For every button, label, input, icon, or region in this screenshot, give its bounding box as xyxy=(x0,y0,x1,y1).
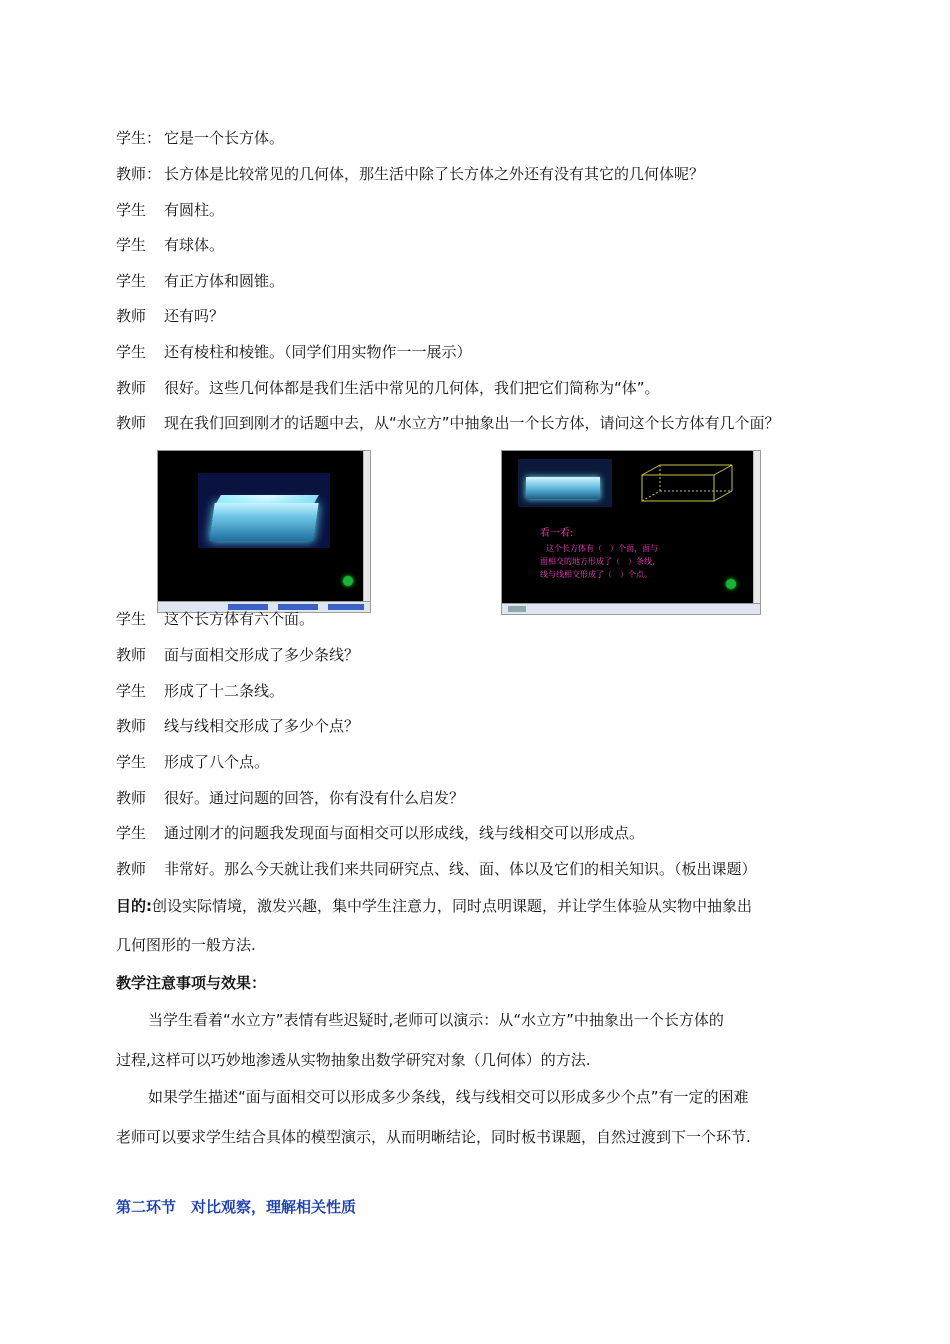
speaker: 学生 xyxy=(116,610,147,628)
slide-text: 线与线相交形成了（ ）个点。 xyxy=(540,570,652,579)
speaker: 学生 xyxy=(116,682,147,700)
notes-paragraph: 如果学生描述“面与面相交可以形成多少条线，线与线相交可以形成多少个点”有一定的困难 xyxy=(148,1088,749,1106)
speaker: 教师 xyxy=(116,789,147,807)
notes-paragraph-cont: 老师可以要求学生结合具体的模型演示，从而明晰结论，同时板书课题，自然过渡到下一个环节. xyxy=(116,1128,751,1146)
speaker: 教师 xyxy=(116,414,147,432)
notes-paragraph: 当学生看着“水立方”表情有些迟疑时,老师可以演示：从“水立方”中抽象出一个长方体的 xyxy=(148,1011,724,1029)
dialogue-line xyxy=(116,342,472,362)
utterance: 这个长方体有六个面。 xyxy=(164,610,315,628)
water-cube-thumbnail xyxy=(518,459,612,507)
slide-text: 这个长方体有（ ）个面，面与 xyxy=(546,544,658,553)
cube-body xyxy=(526,477,600,499)
slide-heading: 看一看: xyxy=(540,528,574,539)
utterance: 有圆柱。 xyxy=(164,201,225,219)
utterance: 有正方体和圆锥。 xyxy=(164,272,285,290)
dialogue-line xyxy=(116,200,224,220)
scrollbar xyxy=(753,451,760,604)
water-cube-screenshot xyxy=(157,450,371,613)
dialogue-line xyxy=(116,681,284,701)
dialogue-line xyxy=(116,859,757,879)
utterance: 很好。通过问题的回答，你有没有什么启发？ xyxy=(164,789,465,807)
dialogue-line xyxy=(116,128,284,148)
green-indicator-icon xyxy=(726,579,736,589)
utterance: 有球体。 xyxy=(164,236,225,254)
speaker: 教师 xyxy=(116,717,147,735)
dialogue-line xyxy=(116,645,359,665)
speaker: 教师 xyxy=(116,307,147,325)
taskbar xyxy=(502,603,760,614)
utterance: 还有棱柱和棱锥。（同学们用实物作一一展示） xyxy=(164,343,472,361)
utterance: 还有吗？ xyxy=(164,307,225,325)
utterance: 形成了八个点。 xyxy=(164,753,270,771)
speaker: 学生： xyxy=(116,129,162,147)
slide-text: 面相交的地方形成了（ ）条线， xyxy=(540,557,660,566)
purpose-paragraph xyxy=(116,896,752,916)
utterance: 形成了十二条线。 xyxy=(164,682,285,700)
taskbar-item xyxy=(508,606,526,612)
dialogue-line xyxy=(116,413,780,433)
dialogue-line xyxy=(116,823,644,843)
dialogue-line xyxy=(116,306,224,326)
speaker: 教师 xyxy=(116,379,147,397)
speaker: 学生 xyxy=(116,343,147,361)
cube-body xyxy=(209,503,318,541)
utterance: 面与面相交形成了多少条线？ xyxy=(164,646,360,664)
notes-heading: 教学注意事项与效果： xyxy=(116,974,267,992)
dialogue-line xyxy=(116,609,314,629)
utterance: 它是一个长方体。 xyxy=(164,129,285,147)
notes-paragraph-cont: 过程,这样可以巧妙地渗透从实物抽象出数学研究对象（几何体）的方法. xyxy=(116,1051,591,1069)
cuboid-slide-screenshot xyxy=(501,450,761,615)
purpose-continuation: 几何图形的一般方法. xyxy=(116,936,256,954)
utterance: 通过刚才的问题我发现面与面相交可以形成线，线与线相交可以形成点。 xyxy=(164,824,645,842)
dialogue-line xyxy=(116,164,704,184)
green-indicator-icon xyxy=(343,576,353,586)
speaker: 学生 xyxy=(116,753,147,771)
speaker: 学生 xyxy=(116,824,147,842)
dialogue-line xyxy=(116,752,269,772)
utterance: 长方体是比较常见的几何体，那生活中除了长方体之外还有没有其它的几何体呢？ xyxy=(164,165,705,183)
cuboid-wireframe xyxy=(640,463,736,503)
utterance: 线与线相交形成了多少个点？ xyxy=(164,717,360,735)
scrollbar xyxy=(363,451,370,602)
speaker: 学生 xyxy=(116,272,147,290)
section-heading: 第二环节 对比观察，理解相关性质 xyxy=(116,1198,357,1216)
dialogue-line xyxy=(116,271,284,291)
taskbar-item xyxy=(328,604,364,610)
purpose-label: 目的: xyxy=(116,897,152,915)
speaker: 教师： xyxy=(116,165,162,183)
water-cube-image xyxy=(198,473,330,548)
speaker: 教师 xyxy=(116,646,147,664)
utterance: 非常好。那么今天就让我们来共同研究点、线、面、体以及它们的相关知识。（板出课题） xyxy=(164,860,757,878)
utterance: 很好。这些几何体都是我们生活中常见的几何体，我们把它们简称为“体”。 xyxy=(164,379,660,397)
dialogue-line xyxy=(116,235,224,255)
purpose-text: 创设实际情境，激发兴趣，集中学生注意力，同时点明课题，并让学生体验从实物中抽象出 xyxy=(152,897,753,915)
speaker: 学生 xyxy=(116,236,147,254)
speaker: 学生 xyxy=(116,201,147,219)
dialogue-line xyxy=(116,378,660,398)
dialogue-line xyxy=(116,716,359,736)
dialogue-line xyxy=(116,788,464,808)
speaker: 教师 xyxy=(116,860,147,878)
utterance: 现在我们回到刚才的话题中去，从“水立方”中抽象出一个长方体，请问这个长方体有几个面？ xyxy=(164,414,780,432)
